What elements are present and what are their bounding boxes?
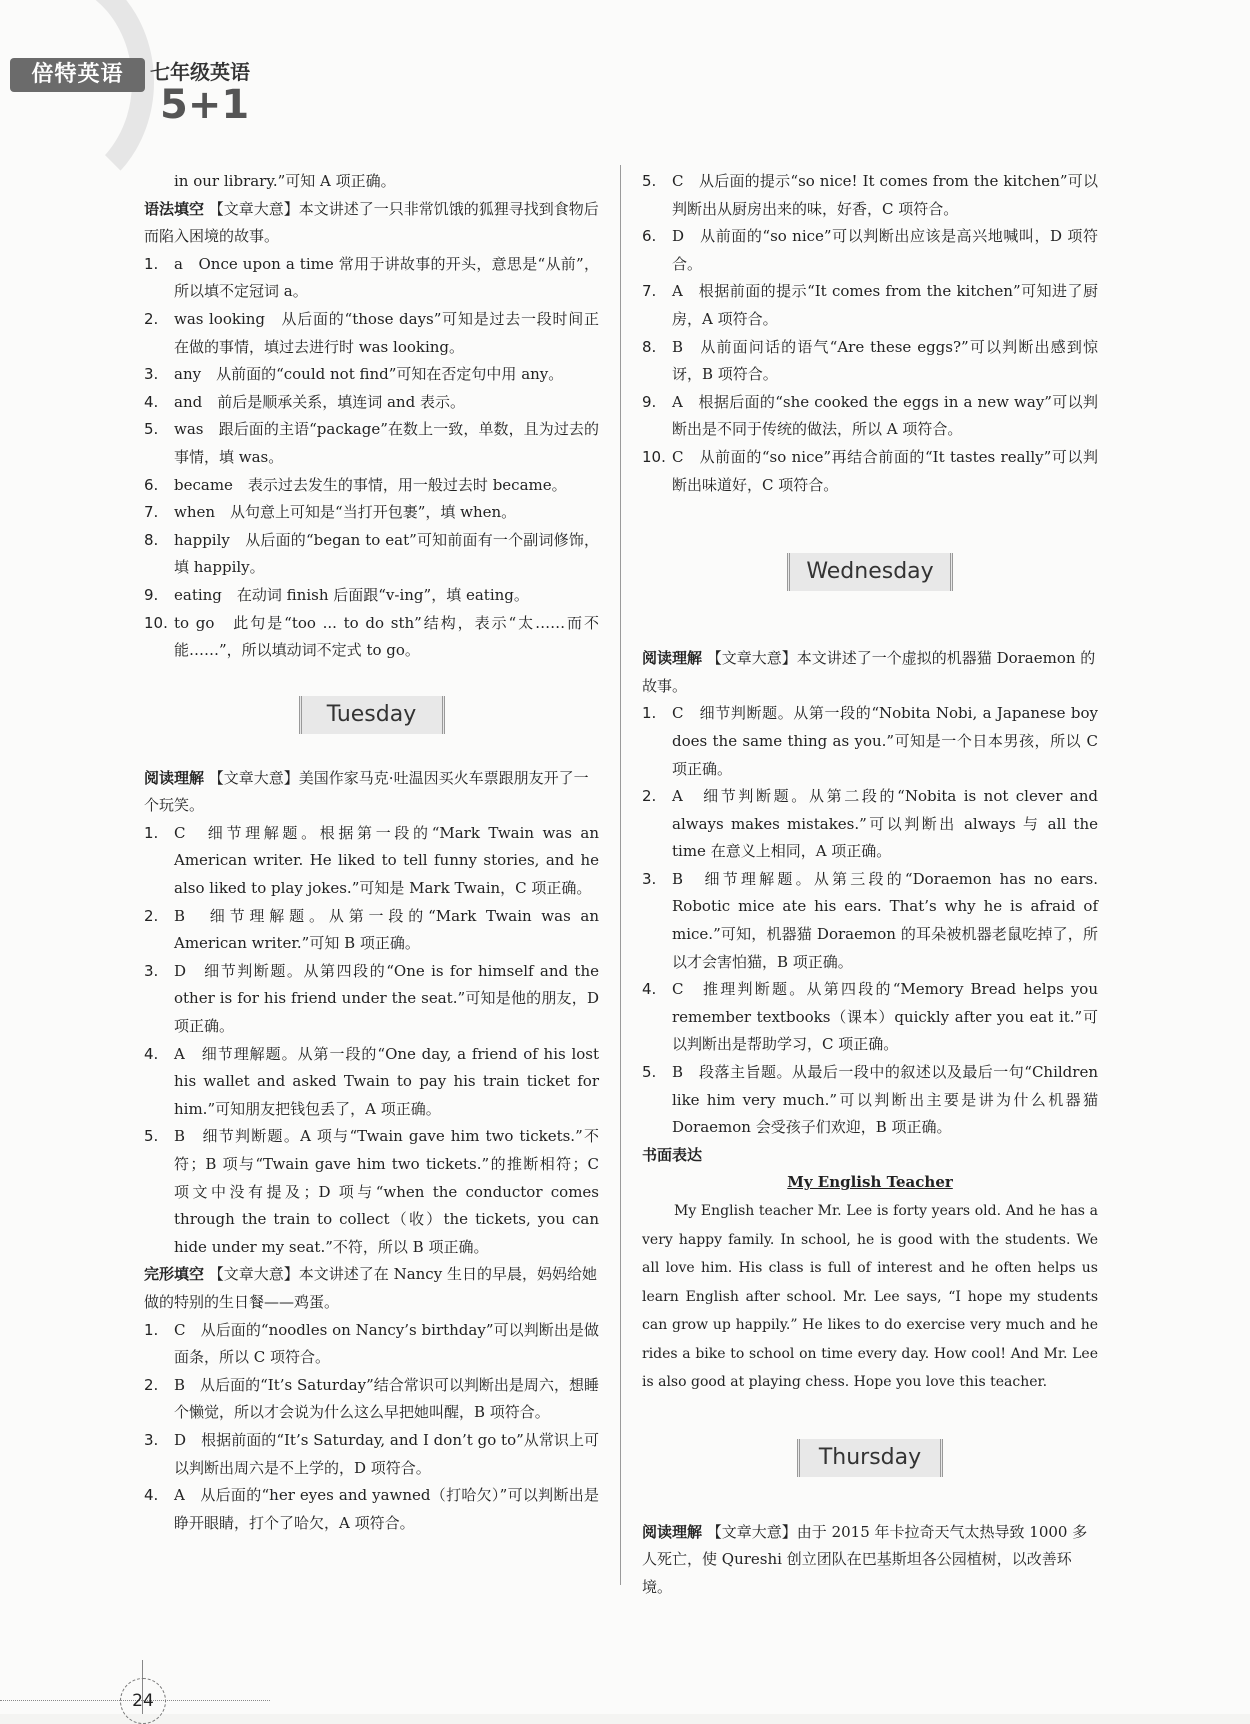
answer-item bbox=[144, 610, 599, 665]
item-text: C 从前面的“so nice”再结合前面的“It tastes really”可以判断出味道好，C 项符合。 bbox=[672, 447, 1098, 494]
item-text: B 细节判断题。A 项与“Twain gave him two tickets.”不符；B 项与“Twain gave him two tickets.”的推断相符；C 项文中没有提及；D 项与“when the conductor comes through the train to collect（收）the tickets, you can hide under my seat.”不符，所以 B 项正确。 bbox=[174, 1127, 599, 1256]
item-text: C 从后面的提示“so nice! It comes from the kitchen”可以判断出从厨房出来的味，好香，C 项符合。 bbox=[672, 172, 1098, 218]
answer-item bbox=[144, 306, 599, 361]
section-summary: 【文章大意】本文讲述了一个虚拟的机器猫 Doraemon 的故事。 bbox=[642, 649, 1096, 695]
item-number: 8. bbox=[642, 337, 657, 356]
brand-logo: 倍特英语 bbox=[10, 58, 145, 92]
item-number: 3. bbox=[144, 961, 159, 980]
item-number: 4. bbox=[642, 980, 657, 999]
answer-item bbox=[144, 1123, 599, 1261]
left-column bbox=[144, 168, 599, 1537]
item-number: 3. bbox=[642, 869, 657, 888]
essay-body: My English teacher Mr. Lee is forty years old. And he has a very happy family. In school, he is good with the students. We all love him. His class is full of interest and he often helps us learn English after school. Mr. Lee says, “I hope my students can grow up happily.” He likes to do exercise very much and he rides a bike to school on time every day. How cool! And Mr. Lee is also good at playing chess. Hope you love this teacher. bbox=[642, 1203, 1098, 1390]
answer-item bbox=[144, 1372, 599, 1427]
item-text: A 根据后面的“she cooked the eggs in a new way”可以判断出是不同于传统的做法，所以 A 项符合。 bbox=[672, 392, 1098, 439]
answer-item bbox=[144, 820, 599, 903]
item-text: B 细节理解题。从第一段的“Mark Twain was an American writer.”可知 B 项正确。 bbox=[174, 906, 599, 953]
answer-item bbox=[144, 527, 599, 582]
answer-item bbox=[642, 389, 1098, 444]
writing-label: 书面表达 bbox=[642, 1145, 703, 1164]
day-heading-thursday: Thursday bbox=[797, 1439, 943, 1477]
item-number: 1. bbox=[144, 823, 159, 842]
item-number: 9. bbox=[144, 585, 159, 604]
item-number: 3. bbox=[144, 365, 159, 384]
wednesday-header bbox=[642, 499, 1098, 645]
day-heading-wednesday: Wednesday bbox=[787, 553, 953, 591]
item-number: 8. bbox=[144, 530, 159, 549]
item-number: 6. bbox=[642, 227, 657, 246]
page-number: 24 bbox=[120, 1678, 166, 1724]
item-number: 2. bbox=[642, 787, 657, 806]
item-text: B 细节理解题。从第三段的“Doraemon has no ears. Robotic mice ate his ears. That’s why he is afraid of mice.”可知，机器猫 Doraemon 的耳朵被机器老鼠吃掉了，所以才会害怕猫，B 项正确。 bbox=[672, 869, 1098, 971]
section-label: 阅读理解 bbox=[144, 768, 205, 787]
essay-title: My English Teacher bbox=[787, 1173, 953, 1192]
answer-item bbox=[144, 958, 599, 1041]
cloze-continued-list bbox=[642, 168, 1098, 499]
reading-section bbox=[144, 765, 599, 820]
answer-item bbox=[144, 582, 599, 610]
item-number: 5. bbox=[144, 420, 159, 439]
item-number: 5. bbox=[144, 1127, 159, 1146]
section-summary: 【文章大意】由于 2015 年卡拉奇天气太热导致 1000 多人死亡，使 Qureshi 创立团队在巴基斯坦各公园植树，以改善环境。 bbox=[642, 1522, 1088, 1596]
item-text: eating 在动词 finish 后面跟“v-ing”，填 eating。 bbox=[174, 585, 529, 604]
decorative-arc bbox=[0, 0, 154, 204]
answer-item bbox=[642, 783, 1098, 866]
section-label: 阅读理解 bbox=[642, 649, 703, 668]
item-text: B 从前面问话的语气“Are these eggs?”可以判断出感到惊讶，B 项符合。 bbox=[672, 337, 1098, 384]
item-text: and 前后是顺承关系，填连词 and 表示。 bbox=[174, 392, 465, 411]
item-number: 1. bbox=[144, 254, 159, 273]
tuesday-header bbox=[144, 665, 599, 765]
item-text: happily 从后面的“began to eat”可知前面有一个副词修饰，填 happily。 bbox=[174, 530, 599, 577]
answer-item bbox=[642, 168, 1098, 223]
section-label: 语法填空 bbox=[144, 199, 205, 218]
item-number: 1. bbox=[144, 1320, 159, 1339]
right-column bbox=[642, 168, 1098, 1601]
item-text: A 细节判断题。从第二段的“Nobita is not clever and always makes mistakes.”可以判断出 always 与 all the time 在意义上相同，A 项正确。 bbox=[672, 787, 1098, 861]
reading-list bbox=[642, 700, 1098, 1142]
cloze-section bbox=[144, 1261, 599, 1316]
item-text: when 从句意上可知是“当打开包裹”，填 when。 bbox=[174, 503, 517, 522]
answer-item bbox=[144, 251, 599, 306]
item-number: 4. bbox=[144, 1044, 159, 1063]
answer-item bbox=[642, 976, 1098, 1059]
section-label: 完形填空 bbox=[144, 1265, 205, 1284]
item-text: any 从前面的“could not find”可知在否定句中用 any。 bbox=[174, 365, 564, 384]
item-text: C 细节判断题。从第一段的“Nobita Nobi, a Japanese boy does the same thing as you.”可知是一个日本男孩，所以 C 项正确。 bbox=[672, 704, 1098, 778]
intro-line: in our library.”可知 A 项正确。 bbox=[174, 172, 396, 190]
item-number: 4. bbox=[144, 1486, 159, 1505]
item-text: was 跟后面的主语“package”在数上一致，单数，且为过去的事情，填 was。 bbox=[174, 420, 599, 466]
item-number: 1. bbox=[642, 704, 657, 723]
answer-item bbox=[144, 361, 599, 389]
item-number: 9. bbox=[642, 392, 657, 411]
item-number: 4. bbox=[144, 392, 159, 411]
item-text: became 表示过去发生的事情，用一般过去时 became。 bbox=[174, 475, 567, 494]
answer-item bbox=[642, 223, 1098, 278]
answer-item bbox=[642, 700, 1098, 783]
item-text: D 从前面的“so nice”可以判断出应该是高兴地喊叫，D 项符合。 bbox=[672, 227, 1098, 273]
item-text: D 细节判断题。从第四段的“One is for himself and the other is for his friend under the seat.”可知是他的朋友，D 项正确。 bbox=[174, 961, 599, 1036]
cloze-list bbox=[144, 1317, 599, 1538]
reading-list bbox=[144, 820, 599, 1262]
answer-item bbox=[642, 278, 1098, 333]
answer-item bbox=[144, 1041, 599, 1124]
item-number: 5. bbox=[642, 172, 657, 190]
item-number: 3. bbox=[144, 1430, 159, 1449]
answer-item bbox=[642, 1059, 1098, 1142]
section-summary: 【文章大意】本文讲述了在 Nancy 生日的早晨，妈妈给她做的特别的生日餐——鸡蛋。 bbox=[144, 1265, 597, 1311]
answer-item bbox=[144, 903, 599, 958]
grammar-section bbox=[144, 196, 599, 251]
thursday-header bbox=[642, 1397, 1098, 1519]
item-number: 10. bbox=[642, 447, 666, 466]
item-text: was looking 从后面的“those days”可知是过去一段时间正在做的事情，填过去进行时 was looking。 bbox=[174, 309, 599, 356]
answer-item bbox=[144, 1482, 599, 1537]
item-text: A 细节理解题。从第一段的“One day, a friend of his lost his wallet and asked Twain to pay his train ticket for him.”可知朋友把钱包丢了，A 项正确。 bbox=[174, 1044, 599, 1118]
day-heading-tuesday: Tuesday bbox=[299, 696, 445, 734]
item-text: A 根据前面的提示“It comes from the kitchen”可知进了厨房，A 项符合。 bbox=[672, 282, 1098, 328]
item-text: B 段落主旨题。从最后一段中的叙述以及最后一句“Children like him very much.”可以判断出主要是讲为什么机器猫 Doraemon 会受孩子们欢迎，B 项正确。 bbox=[672, 1063, 1098, 1137]
section-label: 阅读理解 bbox=[642, 1522, 703, 1541]
grammar-list bbox=[144, 251, 599, 665]
reading-section bbox=[642, 1519, 1098, 1602]
item-text: a Once upon a time 常用于讲故事的开头，意思是“从前”，所以填不定冠词 a。 bbox=[174, 254, 599, 301]
item-number: 6. bbox=[144, 475, 159, 494]
item-text: A 从后面的“her eyes and yawned（打哈欠）”可以判断出是睁开眼睛，打个了哈欠，A 项符合。 bbox=[174, 1486, 599, 1532]
item-text: C 推理判断题。从第四段的“Memory Bread helps you remember textbooks（课本）quickly after you eat it.”可以判断出是帮助学习，C 项正确。 bbox=[672, 980, 1098, 1054]
section-summary: 【文章大意】美国作家马克·吐温因买火车票跟朋友开了一个玩笑。 bbox=[144, 768, 589, 815]
answer-item bbox=[642, 866, 1098, 976]
item-text: C 细节理解题。根据第一段的“Mark Twain was an American writer. He liked to tell funny stories, and he also liked to play jokes.”可知是 Mark Twain，C 项正确。 bbox=[174, 823, 599, 898]
answer-item bbox=[642, 444, 1098, 499]
answer-item bbox=[144, 499, 599, 527]
item-number: 2. bbox=[144, 906, 159, 925]
answer-item bbox=[144, 472, 599, 500]
answer-item bbox=[144, 389, 599, 417]
reading-section bbox=[642, 645, 1098, 700]
item-text: to go 此句是“too ... to do sth”结构，表示“太……而不能……”，所以填动词不定式 to go。 bbox=[174, 613, 599, 660]
answer-item bbox=[144, 1427, 599, 1482]
series-title: 5+1 bbox=[160, 82, 250, 128]
item-text: B 从后面的“It’s Saturday”结合常识可以判断出是周六，想睡个懒觉，所以才会说为什么这么早把她叫醒，B 项符合。 bbox=[174, 1375, 599, 1422]
item-number: 5. bbox=[642, 1063, 657, 1082]
column-divider bbox=[620, 165, 621, 1585]
item-number: 2. bbox=[144, 1375, 159, 1394]
item-text: C 从后面的“noodles on Nancy’s birthday”可以判断出是做面条，所以 C 项符合。 bbox=[174, 1320, 599, 1367]
answer-item bbox=[642, 334, 1098, 389]
item-number: 2. bbox=[144, 309, 159, 328]
answer-item bbox=[144, 1317, 599, 1372]
grade-title: 七年级英语 bbox=[150, 60, 250, 84]
item-number: 10. bbox=[144, 613, 168, 632]
item-number: 7. bbox=[642, 282, 657, 301]
item-text: D 根据前面的“It’s Saturday, and I don’t go to”从常识上可以判断出周六是不上学的，D 项符合。 bbox=[174, 1430, 599, 1477]
answer-item bbox=[144, 416, 599, 471]
section-summary: 【文章大意】本文讲述了一只非常饥饿的狐狸寻找到食物后而陷入困境的故事。 bbox=[144, 199, 599, 246]
item-number: 7. bbox=[144, 503, 159, 522]
